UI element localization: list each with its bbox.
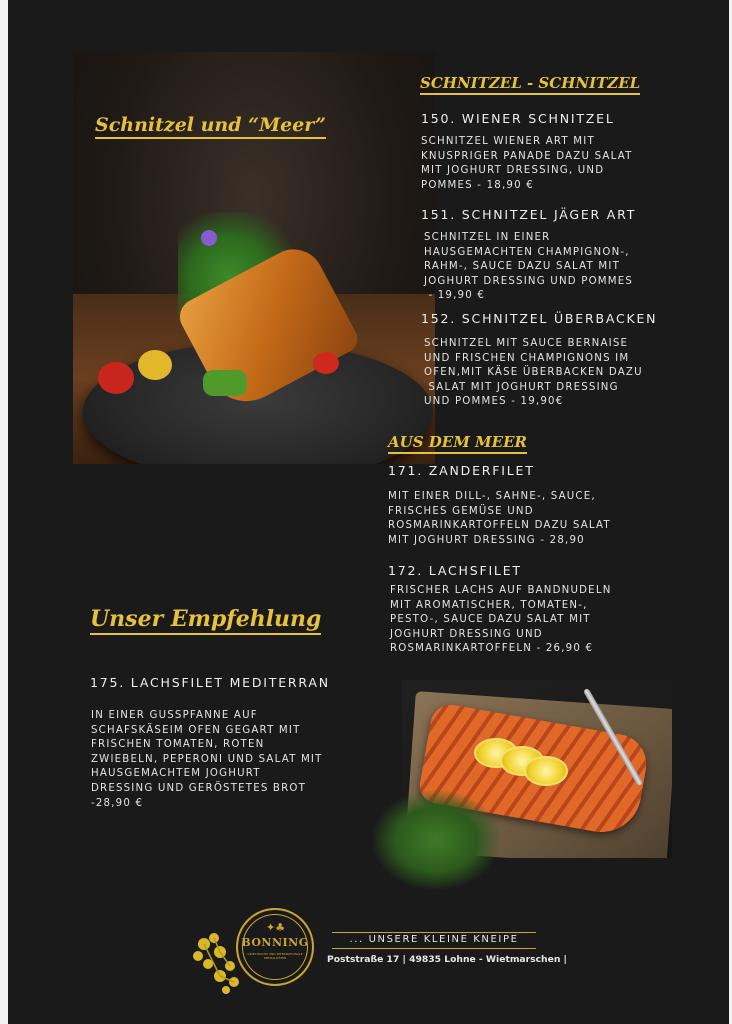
- hero-title: Schnitzel und “Meer”: [95, 114, 326, 139]
- desc-line: SCHAFSKÄSEIM OFEN GEGART MIT: [91, 724, 301, 736]
- desc-line: KNUSPRIGER PANADE DAZU SALAT: [421, 150, 633, 162]
- menu-item-description: [421, 135, 633, 193]
- divider: [332, 948, 536, 949]
- desc-line: - 19,90 €: [424, 290, 486, 302]
- desc-line: HAUSGEMACHTEN CHAMPIGNON-,: [424, 246, 630, 258]
- tagline: ... UNSERE KLEINE KNEIPE: [349, 934, 519, 945]
- desc-line: MIT JOGHURT DRESSING, UND: [421, 165, 605, 177]
- desc-line: POMMES - 18,90 €: [421, 179, 534, 191]
- red-pepper: [313, 352, 339, 374]
- section-heading-schnitzel: SCHNITZEL - SCHNITZEL: [420, 74, 640, 95]
- logo-name: BONNING: [241, 936, 309, 949]
- menu-item-description: [424, 231, 633, 304]
- logo-emblem-icon: [236, 908, 314, 986]
- logo-vine-icon: ✦♣: [266, 921, 286, 934]
- desc-line: MIT AROMATISCHER, TOMATEN-,: [390, 599, 588, 611]
- desc-line: SCHNITZEL IN EINER: [424, 232, 551, 243]
- section-heading-meer: AUS DEM MEER: [388, 433, 527, 454]
- desc-line: OFEN,MIT KÄSE ÜBERBACKEN DAZU: [424, 367, 643, 379]
- desc-line: DRESSING UND GERÖSTETES BROT: [91, 782, 307, 794]
- desc-line: JOGHURT DRESSING UND POMMES: [424, 275, 634, 287]
- yellow-pepper: [138, 350, 172, 380]
- desc-line: IN EINER GUSSPFANNE AUF: [91, 710, 258, 721]
- page-edge-left: [0, 0, 8, 1024]
- desc-line: JOGHURT DRESSING UND: [390, 628, 543, 640]
- green-pepper: [203, 370, 247, 396]
- dill-garnish: [372, 790, 500, 890]
- desc-line: FRISCHER LACHS AUF BANDNUDELN: [390, 585, 612, 596]
- menu-item-title: 175. LACHSFILET MEDITERRAN: [90, 675, 330, 690]
- desc-line: UND POMMES - 19,90€: [424, 396, 564, 408]
- desc-line: SCHNITZEL WIENER ART MIT: [421, 136, 595, 147]
- desc-line: UND FRISCHEN CHAMPIGNONS IM: [424, 352, 630, 364]
- section-heading-empfehlung: Unser Empfehlung: [90, 606, 321, 635]
- desc-line: SCHNITZEL MIT SAUCE BERNAISE: [424, 338, 629, 349]
- address: Poststraße 17 | 49835 Lohne - Wietmarschen |: [327, 954, 567, 965]
- divider: [332, 932, 536, 933]
- desc-line: ZWIEBELN, PEPERONI UND SALAT MIT: [91, 753, 323, 765]
- menu-item-title: 151. SCHNITZEL JÄGER ART: [421, 207, 637, 222]
- desc-line: ROSMARINKARTOFFELN DAZU SALAT: [388, 520, 611, 532]
- menu-item-description: [388, 490, 611, 548]
- edible-flower: [201, 230, 217, 246]
- desc-line: FRISCHEN TOMATEN, ROTEN: [91, 739, 265, 751]
- desc-line: ROSMARINKARTOFFELN - 26,90 €: [390, 643, 594, 655]
- hero-schnitzel-photo: [73, 52, 435, 464]
- desc-line: -28,90 €: [91, 797, 144, 809]
- desc-line: PESTO-, SAUCE DAZU SALAT MIT: [390, 614, 591, 626]
- menu-item-description: [390, 584, 612, 657]
- menu-item-description: [91, 709, 323, 811]
- menu-item-title: 172. LACHSFILET: [388, 563, 522, 578]
- desc-line: RAHM-, SAUCE DAZU SALAT MIT: [424, 261, 621, 273]
- tomato: [98, 362, 134, 394]
- lemon-slice: [524, 756, 568, 786]
- menu-item-title: 150. WIENER SCHNITZEL: [421, 111, 615, 126]
- desc-line: MIT JOGHURT DRESSING - 28,90: [388, 534, 585, 546]
- desc-line: FRISCHES GEMÜSE UND: [388, 505, 534, 517]
- desc-line: MIT EINER DILL-, SAHNE-, SAUCE,: [388, 491, 596, 502]
- logo-subtext: GRIECHISCHE UND INTERNATIONALE SPEZIALITÄTEN: [247, 952, 303, 960]
- desc-line: SALAT MIT JOGHURT DRESSING: [424, 381, 619, 393]
- menu-item-title: 152. SCHNITZEL ÜBERBACKEN: [421, 311, 658, 326]
- menu-item-description: [424, 337, 643, 410]
- desc-line: HAUSGEMACHTEM JOGHURT: [91, 768, 261, 780]
- menu-item-title: 171. ZANDERFILET: [388, 463, 535, 478]
